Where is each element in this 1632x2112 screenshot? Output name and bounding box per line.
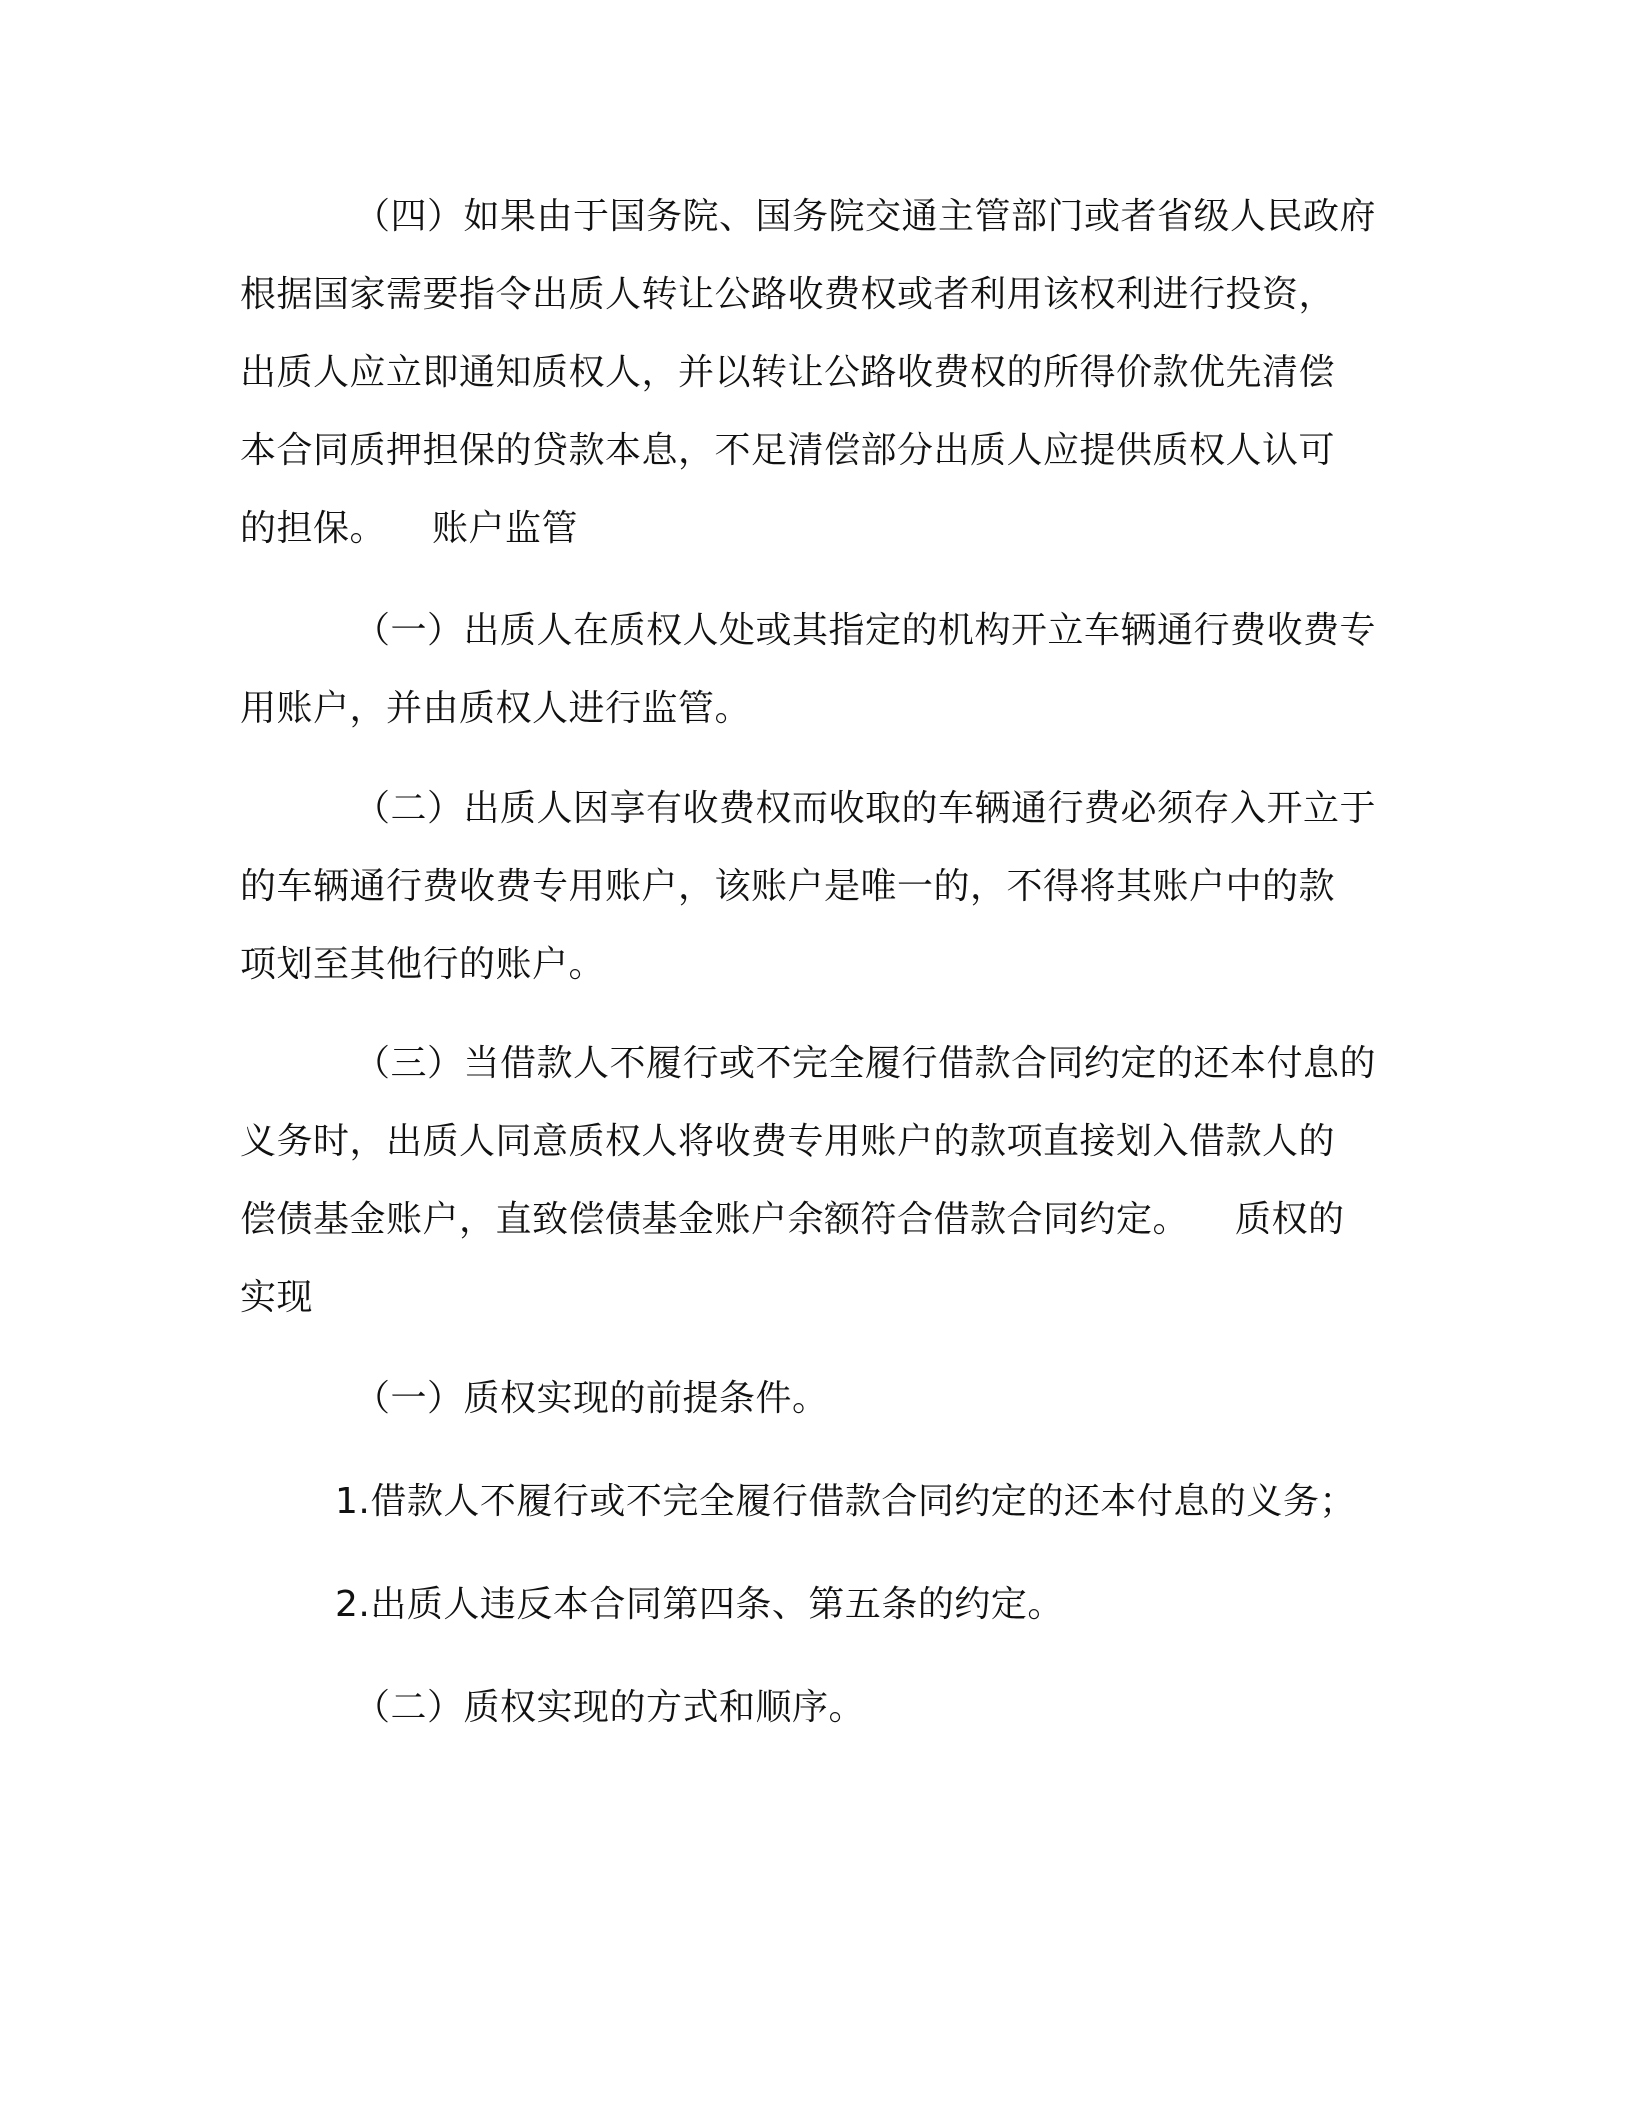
- paragraph-line: （一）质权实现的前提条件。: [354, 1378, 829, 1419]
- paragraph-account-1: [240, 592, 1380, 748]
- paragraph-line: 根据国家需要指令出质人转让公路收费权或者利用该权利进行投资，: [240, 274, 1336, 315]
- paragraph-line: 义务时，出质人同意质权人将收费专用账户的款项直接划入借款人的: [240, 1121, 1336, 1162]
- paragraph-line: （二）出质人因享有收费权而收取的车辆通行费必须存入开立于: [354, 788, 1377, 829]
- subheading-realize-1: [240, 1360, 1380, 1438]
- section-heading-realization-cont: 实现: [240, 1277, 314, 1318]
- paragraph-line: 2.出质人违反本合同第四条、第五条的约定。: [335, 1584, 1064, 1625]
- subheading-realize-2: [240, 1669, 1380, 1747]
- paragraph-line: 出质人应立即通知质权人，并以转让公路收费权的所得价款优先清偿: [240, 352, 1336, 393]
- paragraph-account-3: [240, 1025, 1380, 1337]
- list-item-1: [240, 1463, 1380, 1541]
- list-item-2: [240, 1566, 1380, 1644]
- section-heading-realization: 质权的: [1235, 1199, 1345, 1240]
- paragraph-line: 项划至其他行的账户。: [240, 944, 606, 985]
- paragraph-line: 偿债基金账户，直致偿债基金账户余额符合借款合同约定。: [240, 1199, 1190, 1240]
- paragraph-line: （四）如果由于国务院、国务院交通主管部门或者省级人民政府: [354, 196, 1377, 237]
- paragraph-line: 本合同质押担保的贷款本息，不足清偿部分出质人应提供质权人认可: [240, 430, 1336, 471]
- paragraph-line: 用账户，并由质权人进行监管。: [240, 688, 752, 729]
- paragraph-line: 的车辆通行费收费专用账户，该账户是唯一的，不得将其账户中的款: [240, 866, 1336, 907]
- paragraph-pledge-transfer: [240, 178, 1380, 568]
- paragraph-line: 的担保。: [240, 508, 387, 549]
- paragraph-line: 1.借款人不履行或不完全履行借款合同约定的还本付息的义务；: [335, 1481, 1356, 1522]
- paragraph-line: （三）当借款人不履行或不完全履行借款合同约定的还本付息的: [354, 1043, 1377, 1084]
- paragraph-line: （二）质权实现的方式和顺序。: [354, 1687, 866, 1728]
- paragraph-account-2: [240, 770, 1380, 1004]
- section-heading-account: 账户监管: [432, 508, 579, 549]
- paragraph-line: （一）出质人在质权人处或其指定的机构开立车辆通行费收费专: [354, 610, 1377, 651]
